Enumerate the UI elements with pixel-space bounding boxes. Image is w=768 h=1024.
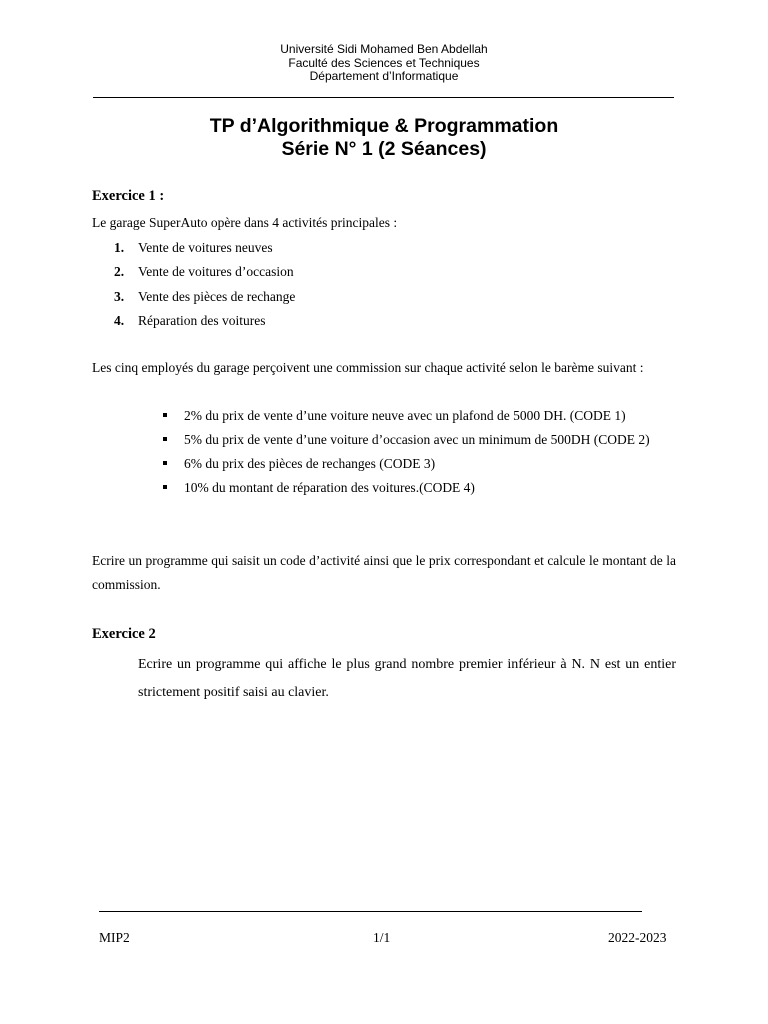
list-number: 3. [114, 288, 125, 304]
commission-rules-list [161, 404, 676, 500]
exercise-1-task: Ecrire un programme qui saisit un code d’activité ainsi que le prix correspondant et calcule le montant de la commission. [92, 553, 676, 592]
square-bullet-icon [163, 413, 167, 417]
square-bullet-icon [163, 437, 167, 441]
header-divider [93, 97, 674, 98]
list-text: Vente des pièces de rechange [138, 288, 296, 304]
footer-divider [99, 911, 642, 912]
list-item [92, 236, 295, 260]
department-name: Département d’Informatique [309, 69, 459, 83]
activity-list [92, 236, 295, 334]
square-bullet-icon [163, 461, 167, 465]
list-item [92, 309, 295, 333]
list-text: Vente de voitures d’occasion [138, 264, 294, 280]
title-line-1: TP d’Algorithmique & Programmation [209, 115, 559, 137]
list-item [161, 476, 676, 500]
commission-intro: Les cinq employés du garage perçoivent une commission sur chaque activité selon le barème suivant : [92, 360, 644, 375]
rule-text: 2% du prix de vente d’une voiture neuve avec un plafond de 5000 DH. (CODE 1) [184, 408, 626, 423]
list-item [92, 260, 295, 284]
exercise-1-intro: Le garage SuperAuto opère dans 4 activités principales : [92, 215, 398, 230]
faculty-name: Faculté des Sciences et Techniques [288, 55, 480, 70]
footer-course: MIP2 [99, 930, 130, 945]
rule-text: 6% du prix des pièces de rechanges (CODE 3) [184, 456, 436, 471]
exercise-2-heading: Exercice 2 [92, 626, 156, 642]
list-text: Vente de voitures neuves [138, 240, 273, 255]
list-item [92, 285, 295, 309]
rule-text: 5% du prix de vente d’une voiture d’occasion avec un minimum de 500DH (CODE 2) [184, 432, 650, 447]
title-line-2: Série N° 1 (2 Séances) [281, 138, 487, 160]
list-item [161, 428, 676, 452]
list-text: Réparation des voitures [138, 313, 266, 329]
list-item [161, 404, 676, 428]
footer-year: 2022-2023 [608, 930, 667, 945]
rule-text: 10% du montant de réparation des voitures.(CODE 4) [184, 480, 475, 495]
university-name: Université Sidi Mohamed Ben Abdellah [280, 42, 488, 56]
document-header [0, 43, 768, 84]
list-number: 2. [114, 264, 125, 280]
exercise-2-text: Ecrire un programme qui affiche le plus grand nombre premier inférieur à N. N est un entier strictement positif saisi au clavier. [138, 657, 676, 700]
list-number: 4. [114, 313, 125, 329]
document-title [0, 115, 768, 161]
list-item [161, 452, 676, 476]
square-bullet-icon [163, 485, 167, 489]
list-number: 1. [114, 240, 125, 255]
footer-page-number: 1/1 [373, 930, 391, 945]
exercise-1-heading: Exercice 1 : [92, 188, 165, 204]
